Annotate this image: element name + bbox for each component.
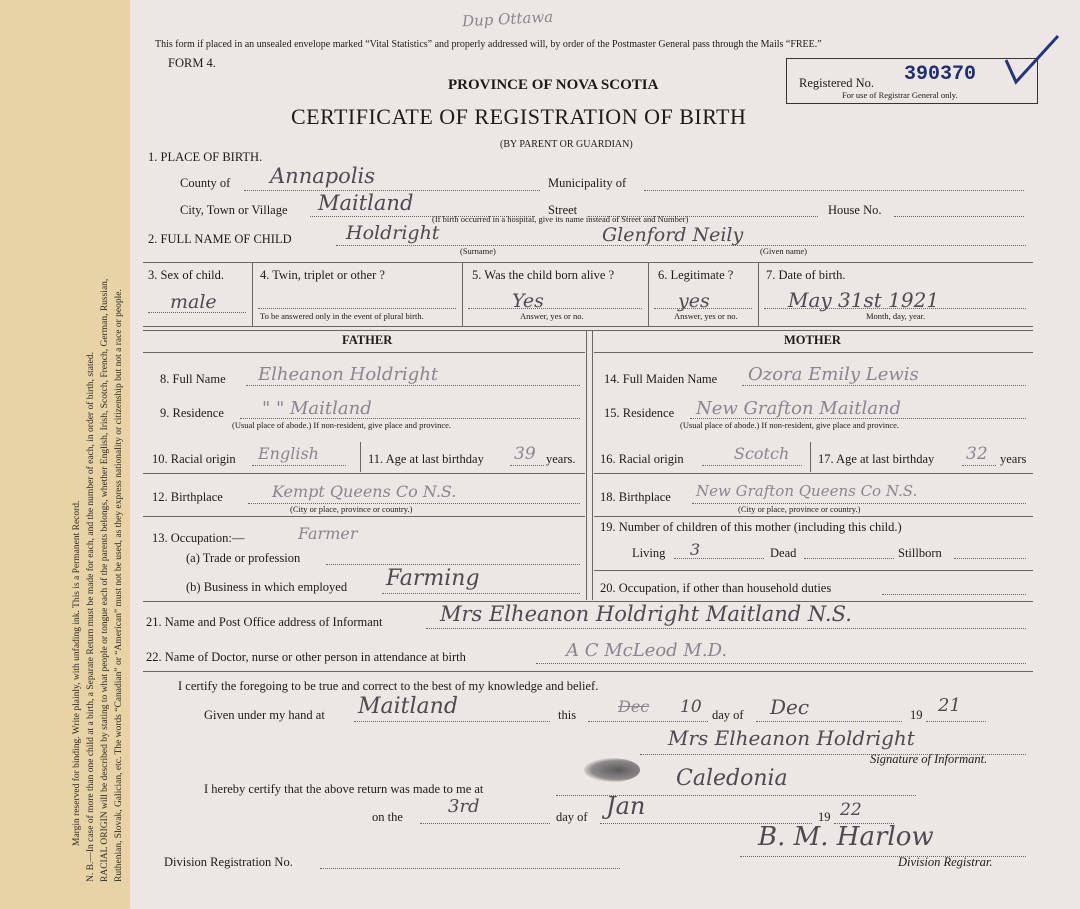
father-birthplace-label: 12. Birthplace [152, 490, 223, 504]
mother-heading: MOTHER [784, 333, 841, 347]
city-label: City, Town or Village [180, 203, 288, 217]
legitimate-note: Answer, yes or no. [674, 311, 738, 321]
father-birthplace-note: (City or place, province or country.) [290, 504, 413, 514]
born-alive-note: Answer, yes or no. [520, 311, 584, 321]
ink-blot [584, 758, 640, 782]
child-given-value: Glenford Neily [602, 224, 744, 246]
born-alive-value: Yes [512, 290, 544, 312]
on-the-value: 3rd [448, 796, 480, 817]
legitimate-label: 6. Legitimate ? [658, 268, 734, 282]
on-the-label: on the [372, 810, 403, 824]
certificate-subtitle: (BY PARENT OR GUARDIAN) [500, 139, 633, 150]
father-birthplace-value: Kempt Queens Co N.S. [272, 482, 457, 501]
registrar-signature: B. M. Harlow [758, 822, 934, 852]
informant-label: 21. Name and Post Office address of Informant [146, 615, 383, 629]
living-label: Living [632, 546, 666, 560]
father-heading: FATHER [342, 333, 393, 347]
province-heading: PROVINCE OF NOVA SCOTIA [448, 77, 659, 93]
twin-label: 4. Twin, triplet or other ? [260, 268, 385, 282]
signature-informant-label: Signature of Informant. [870, 752, 988, 766]
informant-signature: Mrs Elheanon Holdright [668, 726, 915, 750]
house-number-label: House No. [828, 203, 882, 217]
mother-residence-value: New Grafton Maitland [696, 398, 902, 419]
registrar-year-prefix: 19 [818, 810, 831, 824]
given-year-value: 21 [938, 695, 961, 716]
mother-occupation-label: 20. Occupation, if other than household duties [600, 581, 832, 595]
stillborn-label: Stillborn [898, 546, 942, 560]
father-business-value: Farming [386, 566, 480, 591]
given-name-note: (Given name) [760, 246, 807, 256]
margin-note-2: N. B.—In case of more than one child at a birth, a Separate Return must be made for each, and the number of each, in order of birth, stated. [86, 352, 96, 882]
municipality-label: Municipality of [548, 176, 627, 190]
given-place-value: Maitland [358, 694, 458, 719]
mother-birthplace-value: New Grafton Queens Co N.S. [696, 482, 918, 500]
struck-month-value: Dec [618, 697, 650, 716]
registration-box [786, 58, 1038, 104]
mother-children-label: 19. Number of children of this mother (including this child.) [600, 520, 902, 534]
day-of-label: day of [712, 708, 744, 722]
division-registration-label: Division Registration No. [164, 855, 293, 869]
margin-note-4: Ruthenian, Slovak, Galician, etc. The words “Canadian” or “American” must not be used, as they express nationality or citizenship but not a race or people. [114, 289, 124, 882]
given-day-value: 10 [680, 697, 702, 717]
father-residence-note: (Usual place of abode.) If non-resident, give place and province. [232, 420, 452, 430]
county-label: County of [180, 176, 231, 190]
father-residence-value: " " Maitland [262, 398, 372, 419]
registrar-year-value: 22 [840, 800, 862, 820]
father-age-value: 39 [514, 444, 536, 464]
mother-race-label: 16. Racial origin [600, 452, 684, 466]
mother-race-value: Scotch [734, 444, 790, 463]
father-race-value: English [258, 444, 319, 463]
child-surname-value: Holdright [346, 222, 440, 244]
given-under-label: Given under my hand at [204, 708, 325, 722]
division-registrar-label: Division Registrar. [898, 855, 993, 869]
father-race-label: 10. Racial origin [152, 452, 236, 466]
legitimate-value: yes [678, 290, 710, 312]
form-number: FORM 4. [168, 56, 216, 70]
binding-margin [0, 0, 130, 909]
registrar-place-value: Caledonia [676, 766, 788, 791]
registrar-day-of-label: day of [556, 810, 588, 824]
date-of-birth-note: Month, day, year. [866, 311, 926, 321]
checkmark-icon [1002, 30, 1062, 90]
certificate-title: CERTIFICATE OF REGISTRATION OF BIRTH [291, 104, 747, 129]
mother-name-label: 14. Full Maiden Name [604, 372, 718, 386]
father-age-unit: years. [546, 452, 576, 466]
mother-residence-label: 15. Residence [604, 406, 675, 420]
registered-label: Registered No. [799, 76, 874, 90]
given-month-value: Dec [770, 695, 810, 719]
date-of-birth-value: May 31st 1921 [788, 288, 940, 312]
father-name-label: 8. Full Name [160, 372, 226, 386]
mother-age-label: 17. Age at last birthday [818, 452, 935, 466]
doctor-value: A C McLeod M.D. [566, 640, 728, 661]
twin-note: To be answered only in the event of plural birth. [260, 311, 424, 321]
surname-note: (Surname) [460, 246, 496, 256]
living-value: 3 [690, 540, 701, 559]
child-name-label: 2. FULL NAME OF CHILD [148, 232, 292, 246]
city-value: Maitland [318, 191, 414, 215]
mother-age-value: 32 [966, 444, 988, 464]
mother-birthplace-note: (City or place, province or country.) [738, 504, 861, 514]
registrar-statement: I hereby certify that the above return was made to me at [204, 782, 484, 796]
top-handwriting: Dup Ottawa [461, 7, 554, 31]
sex-label: 3. Sex of child. [148, 268, 225, 282]
sex-value: male [170, 291, 217, 313]
certification-statement: I certify the foregoing to be true and correct to the best of my knowledge and belief. [178, 679, 599, 693]
place-of-birth-heading: 1. PLACE OF BIRTH. [148, 150, 263, 164]
year-prefix: 19 [910, 708, 923, 722]
mother-name-value: Ozora Emily Lewis [748, 364, 919, 385]
father-occupation-value: Farmer [298, 524, 358, 543]
father-residence-label: 9. Residence [160, 406, 224, 420]
this-label: this [558, 708, 577, 722]
father-name-value: Elheanon Holdright [258, 364, 439, 385]
father-age-label: 11. Age at last birthday [368, 452, 484, 466]
margin-note-1: Margin reserved for binding. Write plainly, with unfading ink. This is a Permanent Record. [72, 500, 82, 846]
father-trade-label: (a) Trade or profession [186, 551, 301, 565]
father-business-label: (b) Business in which employed [186, 580, 348, 594]
dead-label: Dead [770, 546, 797, 560]
informant-value: Mrs Elheanon Holdright Maitland N.S. [440, 602, 852, 626]
hospital-note: (If birth occurred in a hospital, give its name instead of Street and Number) [432, 214, 689, 224]
registered-number: 390370 [904, 63, 977, 86]
doctor-label: 22. Name of Doctor, nurse or other person in attendance at birth [146, 650, 466, 664]
father-occupation-label: 13. Occupation:— [152, 531, 245, 545]
mother-birthplace-label: 18. Birthplace [600, 490, 671, 504]
registered-note: For use of Registrar General only. [842, 90, 958, 100]
postal-note: This form if placed in an unsealed envelope marked “Vital Statistics” and properly addressed will, by order of the Postmaster General pass through the Mails “FREE.” [155, 39, 822, 50]
registrar-month-value: Jan [606, 792, 646, 820]
mother-residence-note: (Usual place of abode.) If non-resident, give place and province. [680, 420, 900, 430]
margin-note-3: RACIAL ORIGIN will be described by stating to what people or tongue each of the parents belongs, whether English, Irish, Scotch, French, German, Russian, [100, 278, 110, 882]
mother-age-unit: years [1000, 452, 1027, 466]
county-value: Annapolis [270, 164, 376, 188]
street-label: Street [548, 203, 578, 217]
date-of-birth-label: 7. Date of birth. [766, 268, 846, 282]
born-alive-label: 5. Was the child born alive ? [472, 268, 615, 282]
